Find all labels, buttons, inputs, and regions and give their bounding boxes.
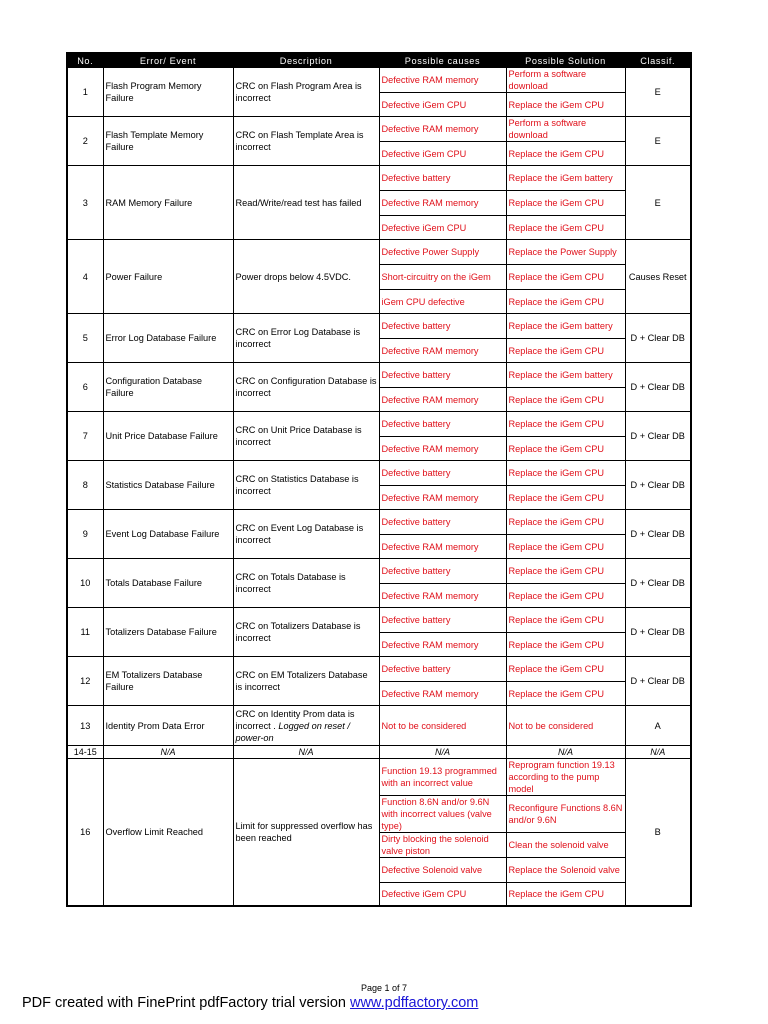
row-cause: Defective RAM memory [379, 191, 506, 216]
row-cause: Defective RAM memory [379, 486, 506, 510]
row-number: 8 [67, 461, 103, 510]
row-cause: Defective RAM memory [379, 117, 506, 142]
row-error: Flash Template Memory Failure [103, 117, 233, 166]
row-solution: Reconfigure Functions 8.6N and/or 9.6N [506, 796, 625, 833]
row-solution: Replace the iGem CPU [506, 339, 625, 363]
row-cause: Defective battery [379, 461, 506, 486]
table-row [67, 759, 691, 796]
row-cause: Defective iGem CPU [379, 883, 506, 906]
row-number: 13 [67, 706, 103, 746]
table-row [67, 706, 691, 746]
row-solution: Replace the iGem CPU [506, 93, 625, 117]
col-header-error: Error/ Event [103, 53, 233, 68]
row-solution: Replace the iGem CPU [506, 412, 625, 437]
row-solution: N/A [506, 746, 625, 759]
row-description: CRC on Unit Price Database is incorrect [233, 412, 379, 461]
row-number: 11 [67, 608, 103, 657]
row-solution: Replace the iGem CPU [506, 290, 625, 314]
row-solution: Replace the iGem CPU [506, 510, 625, 535]
row-number: 9 [67, 510, 103, 559]
row-number: 1 [67, 68, 103, 117]
col-header-classif: Classif. [625, 53, 691, 68]
row-error: Identity Prom Data Error [103, 706, 233, 746]
row-classification: E [625, 68, 691, 117]
table-row [67, 68, 691, 93]
description-main: CRC on Identity Prom data is incorrect . [235, 708, 355, 731]
table-row [67, 510, 691, 535]
table-row [67, 166, 691, 191]
row-number: 10 [67, 559, 103, 608]
row-classification: D + Clear DB [625, 461, 691, 510]
row-solution: Replace the iGem battery [506, 166, 625, 191]
table-row [67, 412, 691, 437]
row-classification: D + Clear DB [625, 608, 691, 657]
row-cause: Defective Solenoid valve [379, 858, 506, 883]
row-cause: Defective battery [379, 363, 506, 388]
row-cause: iGem CPU defective [379, 290, 506, 314]
row-solution: Replace the iGem CPU [506, 584, 625, 608]
row-solution: Replace the iGem CPU [506, 535, 625, 559]
error-table [66, 52, 692, 907]
table-header-row [67, 53, 691, 68]
row-cause: Defective iGem CPU [379, 93, 506, 117]
row-error: EM Totalizers Database Failure [103, 657, 233, 706]
col-header-causes: Possible causes [379, 53, 506, 68]
row-solution: Replace the iGem CPU [506, 608, 625, 633]
row-number: 16 [67, 759, 103, 906]
row-description [233, 706, 379, 746]
row-solution: Replace the iGem CPU [506, 216, 625, 240]
row-description: CRC on EM Totalizers Database is incorrect [233, 657, 379, 706]
table-row [67, 363, 691, 388]
row-cause: Defective RAM memory [379, 339, 506, 363]
row-cause: Defective battery [379, 314, 506, 339]
row-classification: A [625, 706, 691, 746]
table-row [67, 608, 691, 633]
row-error: Unit Price Database Failure [103, 412, 233, 461]
row-cause: Defective iGem CPU [379, 216, 506, 240]
row-cause: Short-circuitry on the iGem [379, 265, 506, 290]
row-error: RAM Memory Failure [103, 166, 233, 240]
row-cause: Defective RAM memory [379, 437, 506, 461]
row-cause: Defective battery [379, 510, 506, 535]
row-description: CRC on Configuration Database is incorrect [233, 363, 379, 412]
row-cause: Defective RAM memory [379, 633, 506, 657]
row-description: Power drops below 4.5VDC. [233, 240, 379, 314]
col-header-solution: Possible Solution [506, 53, 625, 68]
row-classification: E [625, 166, 691, 240]
row-solution: Perform a software download [506, 68, 625, 93]
footer-text: PDF created with FinePrint pdfFactory trial version [22, 995, 350, 1011]
row-description: CRC on Totalizers Database is incorrect [233, 608, 379, 657]
row-description: Read/Write/read test has failed [233, 166, 379, 240]
row-description: CRC on Statistics Database is incorrect [233, 461, 379, 510]
row-cause: N/A [379, 746, 506, 759]
row-solution: Replace the iGem CPU [506, 191, 625, 216]
row-number: 7 [67, 412, 103, 461]
footer-link[interactable]: www.pdffactory.com [349, 995, 479, 1011]
row-solution: Replace the Solenoid valve [506, 858, 625, 883]
row-solution: Replace the iGem CPU [506, 682, 625, 706]
row-solution: Replace the iGem CPU [506, 657, 625, 682]
row-classification: N/A [625, 746, 691, 759]
row-cause: Defective battery [379, 608, 506, 633]
row-description: CRC on Flash Template Area is incorrect [233, 117, 379, 166]
row-number: 6 [67, 363, 103, 412]
row-description: CRC on Flash Program Area is incorrect [233, 68, 379, 117]
row-description: CRC on Error Log Database is incorrect [233, 314, 379, 363]
row-solution: Replace the Power Supply [506, 240, 625, 265]
row-description: N/A [233, 746, 379, 759]
row-cause: Defective battery [379, 166, 506, 191]
row-classification: D + Clear DB [625, 314, 691, 363]
row-error: Event Log Database Failure [103, 510, 233, 559]
table-body [67, 68, 691, 906]
row-solution: Clean the solenoid valve [506, 833, 625, 858]
row-number: 4 [67, 240, 103, 314]
row-error: Power Failure [103, 240, 233, 314]
row-cause: Defective iGem CPU [379, 142, 506, 166]
row-solution: Replace the iGem CPU [506, 633, 625, 657]
row-cause: Not to be considered [379, 706, 506, 746]
row-number: 14-15 [67, 746, 103, 759]
row-cause: Defective battery [379, 412, 506, 437]
row-cause: Defective RAM memory [379, 535, 506, 559]
table-row [67, 461, 691, 486]
row-solution: Not to be considered [506, 706, 625, 746]
row-solution: Replace the iGem battery [506, 363, 625, 388]
row-description: CRC on Totals Database is incorrect [233, 559, 379, 608]
row-solution: Reprogram function 19.13 according to the pump model [506, 759, 625, 796]
row-classification: D + Clear DB [625, 559, 691, 608]
row-error: Totals Database Failure [103, 559, 233, 608]
row-error: Error Log Database Failure [103, 314, 233, 363]
row-description: Limit for suppressed overflow has been reached [233, 759, 379, 906]
row-classification: Causes Reset [625, 240, 691, 314]
row-cause: Defective RAM memory [379, 388, 506, 412]
row-classification: E [625, 117, 691, 166]
row-number: 3 [67, 166, 103, 240]
row-solution: Replace the iGem CPU [506, 388, 625, 412]
row-description: CRC on Event Log Database is incorrect [233, 510, 379, 559]
page-number: Page 1 of 7 [360, 983, 408, 993]
row-solution: Replace the iGem CPU [506, 461, 625, 486]
row-cause: Function 8.6N and/or 9.6N with incorrect values (valve type) [379, 796, 506, 833]
row-solution: Replace the iGem CPU [506, 265, 625, 290]
col-header-no: No. [67, 53, 103, 68]
row-number: 12 [67, 657, 103, 706]
row-solution: Replace the iGem CPU [506, 486, 625, 510]
row-classification: D + Clear DB [625, 510, 691, 559]
row-solution: Replace the iGem CPU [506, 883, 625, 906]
table-row [67, 746, 691, 759]
row-number: 2 [67, 117, 103, 166]
row-error: N/A [103, 746, 233, 759]
row-cause: Defective RAM memory [379, 584, 506, 608]
row-solution: Replace the iGem CPU [506, 559, 625, 584]
row-classification: D + Clear DB [625, 412, 691, 461]
row-classification: D + Clear DB [625, 363, 691, 412]
table-row [67, 240, 691, 265]
row-classification: D + Clear DB [625, 657, 691, 706]
table-row [67, 559, 691, 584]
row-cause: Defective RAM memory [379, 68, 506, 93]
col-header-description: Description [233, 53, 379, 68]
row-error: Flash Program Memory Failure [103, 68, 233, 117]
row-error: Overflow Limit Reached [103, 759, 233, 906]
row-error: Totalizers Database Failure [103, 608, 233, 657]
row-cause: Dirty blocking the solenoid valve piston [379, 833, 506, 858]
description-note: Logged on reset / power-on [235, 720, 350, 743]
row-solution: Replace the iGem battery [506, 314, 625, 339]
table-row [67, 314, 691, 339]
pdf-footer [22, 995, 478, 1011]
row-classification: B [625, 759, 691, 906]
row-solution: Replace the iGem CPU [506, 142, 625, 166]
table-row [67, 117, 691, 142]
row-cause: Defective Power Supply [379, 240, 506, 265]
row-solution: Perform a software download [506, 117, 625, 142]
row-number: 5 [67, 314, 103, 363]
row-error: Configuration Database Failure [103, 363, 233, 412]
row-solution: Replace the iGem CPU [506, 437, 625, 461]
row-cause: Defective battery [379, 559, 506, 584]
table-row [67, 657, 691, 682]
row-cause: Function 19.13 programmed with an incorrect value [379, 759, 506, 796]
row-error: Statistics Database Failure [103, 461, 233, 510]
row-cause: Defective battery [379, 657, 506, 682]
row-cause: Defective RAM memory [379, 682, 506, 706]
